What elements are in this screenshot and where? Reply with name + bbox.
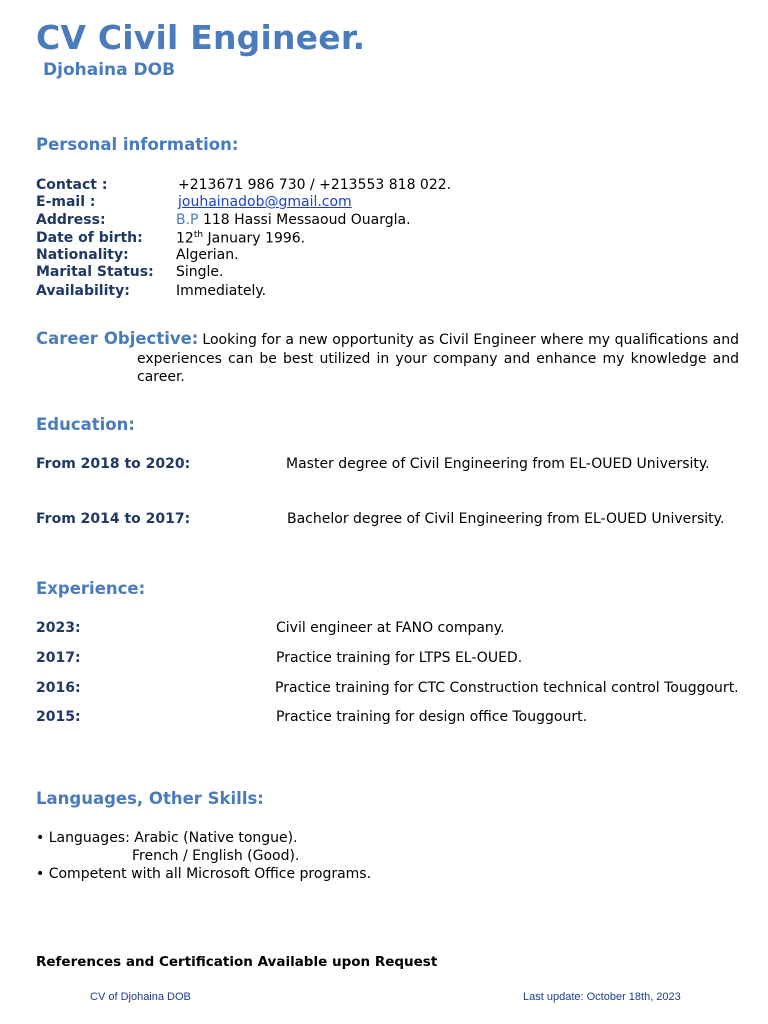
contact-label: Contact : bbox=[36, 177, 108, 193]
experience-desc: Civil engineer at FANO company. bbox=[276, 620, 505, 636]
address-rest: 118 Hassi Messaoud Ouargla. bbox=[198, 212, 411, 228]
career-objective bbox=[36, 330, 739, 387]
availability-label: Availability: bbox=[36, 283, 130, 299]
email-label: E-mail : bbox=[36, 194, 96, 210]
languages-line-2: French / English (Good). bbox=[132, 848, 300, 864]
experience-desc: Practice training for LTPS EL-OUED. bbox=[276, 650, 523, 666]
marital-value: Single. bbox=[176, 264, 224, 280]
dob-rest: January 1996. bbox=[203, 230, 306, 247]
career-objective-text: Looking for a new opportunity as Civil Engineer where my qualifications and experiences can be best utilized in your company and enhance my knowledge and career. bbox=[137, 332, 739, 385]
skill-item-languages bbox=[36, 830, 298, 846]
dob-value bbox=[176, 230, 305, 247]
education-desc: Master degree of Civil Engineering from EL-OUED University. bbox=[286, 456, 710, 472]
section-heading-education: Education: bbox=[36, 415, 135, 434]
section-heading-skills: Languages, Other Skills: bbox=[36, 789, 264, 808]
dob-label: Date of birth: bbox=[36, 230, 143, 246]
skill-item-office bbox=[36, 866, 371, 882]
section-heading-experience: Experience: bbox=[36, 579, 146, 598]
experience-year: 2016: bbox=[36, 680, 81, 696]
section-heading-personal: Personal information: bbox=[36, 135, 239, 154]
address-label: Address: bbox=[36, 212, 106, 228]
contact-value: +213671 986 730 / +213553 818 022. bbox=[178, 177, 452, 193]
candidate-name: Djohaina DOB bbox=[43, 60, 176, 80]
dob-suffix: th bbox=[193, 230, 204, 240]
career-objective-label: Career Objective: bbox=[36, 329, 199, 348]
marital-label: Marital Status: bbox=[36, 264, 154, 280]
address-bp: B.P bbox=[176, 212, 199, 228]
page-title: CV Civil Engineer. bbox=[36, 18, 366, 57]
bullet: • bbox=[36, 830, 45, 846]
nationality-label: Nationality: bbox=[36, 247, 129, 263]
education-period: From 2018 to 2020: bbox=[36, 456, 191, 472]
bullet: • bbox=[36, 866, 45, 882]
experience-desc: Practice training for CTC Construction technical control Touggourt. bbox=[275, 680, 739, 696]
office-line: Competent with all Microsoft Office programs. bbox=[48, 866, 372, 882]
footer-left: CV of Djohaina DOB bbox=[90, 991, 191, 1003]
footer-last-update: Last update: October 18th, 2023 bbox=[523, 991, 681, 1003]
experience-year: 2015: bbox=[36, 709, 81, 725]
dob-day: 12 bbox=[176, 230, 194, 247]
education-period: From 2014 to 2017: bbox=[36, 511, 191, 527]
references-note: References and Certification Available upon Request bbox=[36, 954, 438, 970]
experience-year: 2023: bbox=[36, 620, 81, 636]
availability-value: Immediately. bbox=[176, 283, 267, 299]
email-link[interactable]: jouhainadob@gmail.com bbox=[178, 194, 352, 210]
nationality-value: Algerian. bbox=[176, 247, 239, 263]
languages-line-1: Languages: Arabic (Native tongue). bbox=[48, 830, 298, 846]
experience-year: 2017: bbox=[36, 650, 81, 666]
address-value bbox=[176, 212, 411, 228]
education-desc: Bachelor degree of Civil Engineering from EL-OUED University. bbox=[287, 511, 725, 527]
experience-desc: Practice training for design office Touggourt. bbox=[276, 709, 588, 725]
